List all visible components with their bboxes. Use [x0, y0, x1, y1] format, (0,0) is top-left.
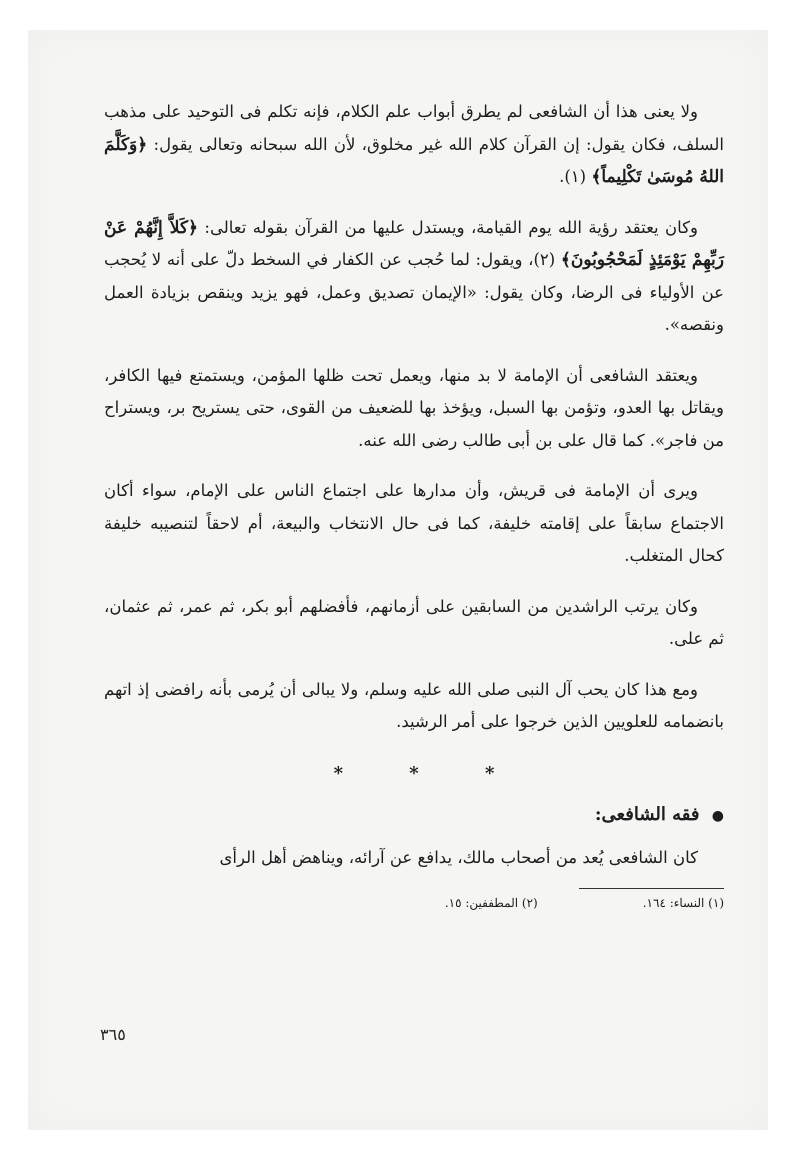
paragraph-2-text: وكان يعتقد رؤية الله يوم القيامة، ويستدل عليها من القرآن بقوله تعالى: [204, 217, 698, 237]
paragraph-3: ويعتقد الشافعى أن الإمامة لا بد منها، ويعمل تحت ظلها المؤمن، ويستمتع فيها الكافر، ويقاتل بها العدو، وتؤمن بها السبل، ويؤخذ بها للضعيف من القوى، حتى يستريح بر، ويستراح من فاجر». كما قال على بن أبى طالب رضى الله عنه. [104, 365, 724, 450]
paragraph-5: وكان يرتب الراشدين من السابقين على أزمانهم، فأفضلهم أبو بكر، ثم عمر، ثم عثمان، ثم على. [104, 596, 724, 648]
paragraph-6: ومع هذا كان يحب آل النبى صلى الله عليه وسلم، ولا يبالى أن يُرمى بأنه رافضى إذ اتهم بانضمامه للعلويين الذين خرجوا على أمر الرشيد. [104, 679, 724, 731]
section-heading-text: فقه الشافعى: [594, 803, 700, 825]
quran-verse-2: ﴿كَلاَّ إِنَّهُمْ عَنْ رَبِّهِمْ يَوْمَئِذٍ لَمَحْجُوبُونَ﴾ [104, 217, 724, 270]
section-heading [104, 799, 724, 832]
bullet-icon: ● [711, 807, 724, 824]
quran-verse-1: ﴿وَكَلَّمَ اللهُ مُوسَىٰ تَكْلِيماً﴾ [104, 134, 724, 187]
footnotes [104, 895, 724, 911]
section-separator: * * * [333, 762, 525, 784]
paragraph-4: ويرى أن الإمامة فى قريش، وأن مدارها على اجتماع الناس على الإمام، سواء أكان الاجتماع سابقاً على إقامته خليفة، كما فى حال الانتخاب والبيعة، أم لاحقاً لتنصيبه خليفة كحال المتغلب. [104, 481, 724, 565]
page-sheet [28, 30, 768, 1130]
footnote-divider [579, 888, 724, 889]
page-content [104, 96, 724, 911]
footnote-ref-1: (١). [559, 167, 587, 186]
paragraph-1-text: ولا يعنى هذا أن الشافعى لم يطرق أبواب علم الكلام، فإنه تكلم فى التوحيد على مذهب السلف، فكان يقول: إن القرآن كلام الله غير مخلوق، لأن الله سبحانه وتعالى يقول: [104, 102, 724, 154]
paragraph-2 [104, 212, 724, 342]
paragraph-7: كان الشافعى يُعد من أصحاب مالك، يدافع عن آرائه، ويناهض أهل الرأى [219, 847, 698, 867]
footnote-2: (٢) المطففين: ١٥. [444, 896, 538, 910]
page-number: ٣٦٥ [100, 1025, 126, 1044]
paragraph-1 [104, 96, 724, 194]
footnote-1: (١) النساء: ١٦٤. [642, 896, 724, 910]
paragraph-2-rest: (٢)، ويقول: لما حُجب عن الكفار في السخط دلّ على أنه لا يُحجب عن الأولياء فى الرضا، وكان يقول: «الإيمان تصديق وعمل، فهو يزيد وينقص بزيادة العمل ونقصه». [104, 250, 724, 334]
